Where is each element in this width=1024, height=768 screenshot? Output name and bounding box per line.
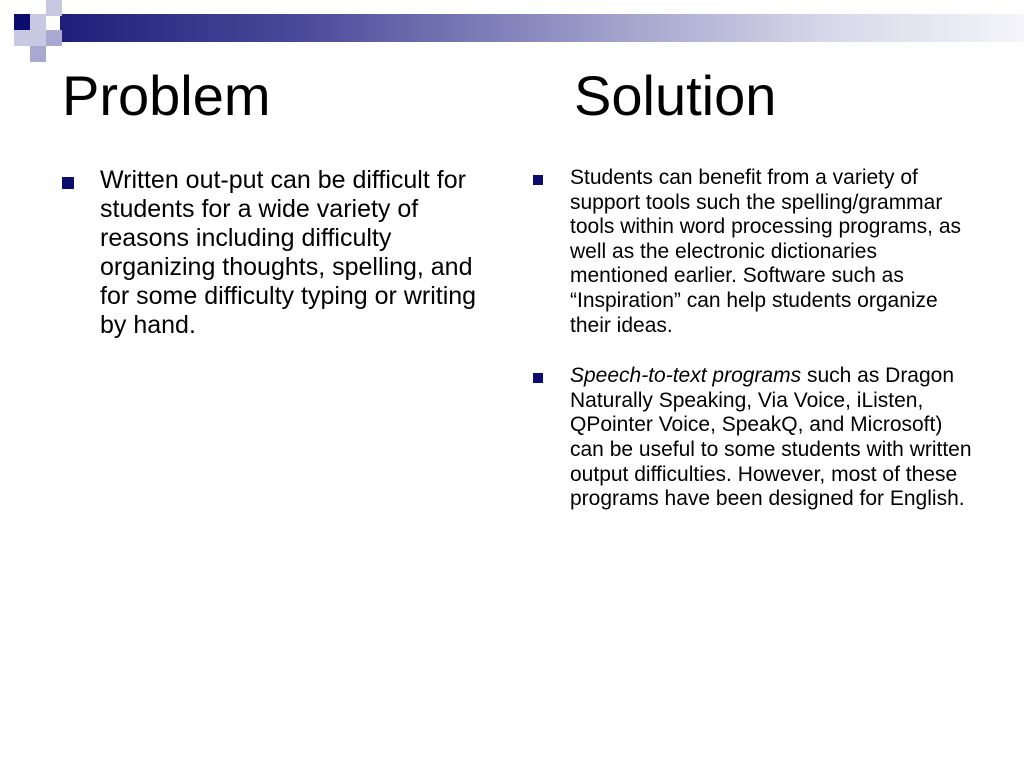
decor-square-light bbox=[30, 14, 46, 30]
square-bullet-icon bbox=[62, 177, 74, 189]
problem-bullet-list bbox=[62, 166, 492, 340]
decor-square-light bbox=[30, 30, 46, 46]
decor-square-mid bbox=[30, 46, 46, 62]
square-bullet-icon bbox=[533, 373, 543, 383]
solution-bullet-list bbox=[533, 166, 973, 538]
problem-bullet bbox=[62, 166, 492, 340]
solution-bullet-text: Students can benefit from a variety of support tools such the spelling/grammar tools within word processing programs, as well as the electronic dictionaries mentioned earlier. Software such as “Inspiration” can help students organize their ideas. bbox=[570, 166, 962, 337]
solution-title: Solution bbox=[574, 64, 777, 127]
decor-square-navy bbox=[14, 14, 30, 30]
problem-title: Problem bbox=[62, 64, 271, 127]
problem-bullet-text: Written out-put can be difficult for students for a wide variety of reasons including difficulty organizing thoughts, spelling, and for some difficulty typing or writing by hand. bbox=[100, 166, 477, 339]
decor-square-mid bbox=[46, 30, 62, 46]
square-bullet-icon bbox=[533, 175, 543, 185]
decor-square-light bbox=[46, 0, 62, 16]
solution-bullet bbox=[533, 364, 973, 512]
header-gradient-band bbox=[60, 14, 1024, 42]
solution-bullet-italic: Speech-to-text programs bbox=[570, 364, 802, 388]
solution-bullet-text: such as Dragon Naturally Speaking, Via Voice, iListen, QPointer Voice, SpeakQ, and Microsoft) can be useful to some students with written output difficulties. However, most of these programs have been designed for English. bbox=[570, 364, 972, 511]
solution-bullet bbox=[533, 166, 973, 338]
decor-square-light bbox=[14, 30, 30, 46]
